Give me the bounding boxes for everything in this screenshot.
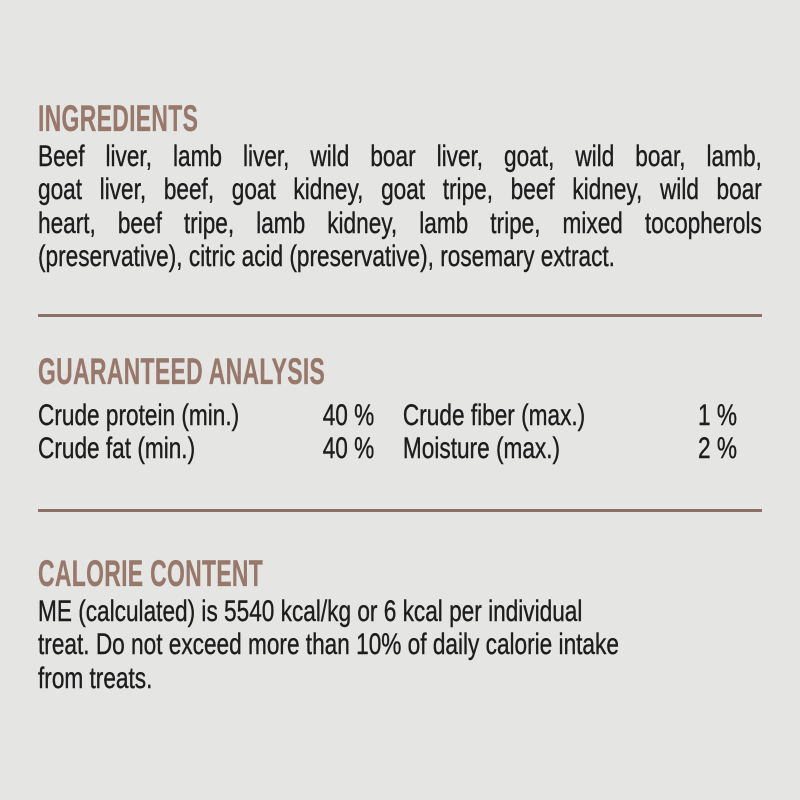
analysis-value: 40 % <box>322 399 375 432</box>
column-gap <box>374 432 403 465</box>
ingredients-text <box>38 140 762 274</box>
analysis-label: Crude fiber (max.) <box>402 399 586 432</box>
analysis-value: 2 % <box>697 432 737 465</box>
analysis-label: Crude fat (min.) <box>38 432 196 465</box>
right-margin <box>737 399 762 432</box>
ingredients-line: (preservative), citric acid (preservative), rosemary extract. <box>38 240 615 274</box>
ingredients-heading: INGREDIENTS <box>38 98 199 139</box>
calorie-line: from treats. <box>38 661 153 695</box>
analysis-value: 40 % <box>322 432 375 465</box>
calorie-line: ME (calculated) is 5540 kcal/kg or 6 kcal per individual <box>38 595 583 628</box>
section-divider <box>38 509 762 512</box>
analysis-value: 1 % <box>697 399 737 432</box>
section-divider <box>38 314 762 317</box>
ingredients-line: heart, beef tripe, lamb kidney, lamb tripe, mixed tocopherols <box>38 206 762 240</box>
guaranteed-analysis-table <box>38 399 762 465</box>
analysis-label: Moisture (max.) <box>402 432 561 465</box>
ingredients-line: Beef liver, lamb liver, wild boar liver, goat, wild boar, lamb, <box>38 140 762 173</box>
right-margin <box>737 432 762 465</box>
calorie-line: treat. Do not exceed more than 10% of daily calorie intake <box>38 628 619 662</box>
calorie-content-heading: CALORIE CONTENT <box>38 553 264 594</box>
calorie-content-text <box>38 595 762 695</box>
analysis-label: Crude protein (min.) <box>38 399 240 432</box>
column-gap <box>374 399 403 432</box>
ingredients-line: goat liver, beef, goat kidney, goat tripe, beef kidney, wild boar <box>38 173 762 207</box>
guaranteed-analysis-heading: GUARANTEED ANALYSIS <box>38 351 326 392</box>
